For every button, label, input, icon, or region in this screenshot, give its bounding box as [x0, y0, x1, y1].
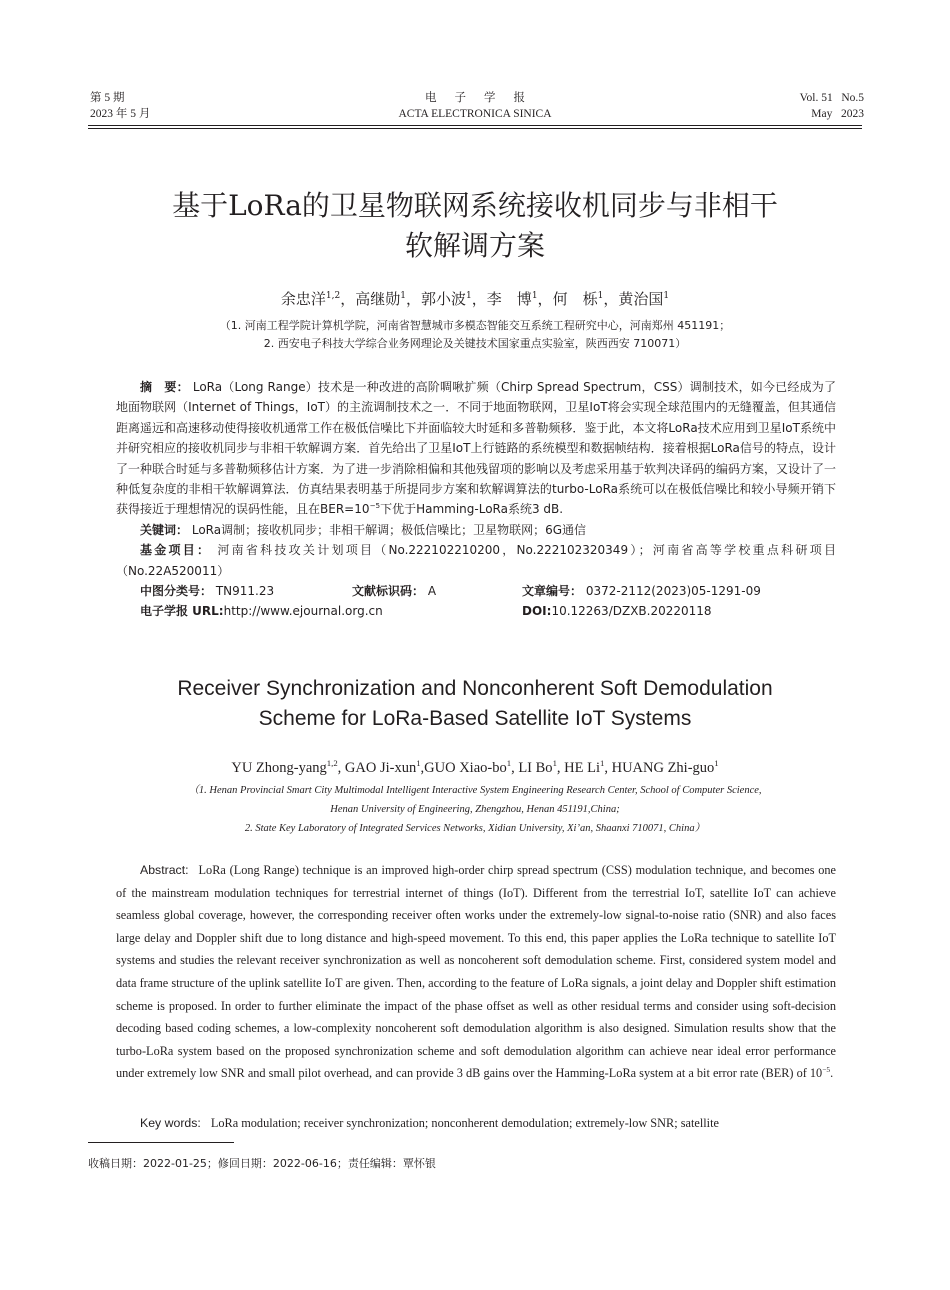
author-sup: 1 — [552, 758, 557, 769]
author-sup: 1 — [400, 291, 407, 301]
article-no-label: 文章编号： — [522, 584, 583, 599]
doi-label: DOI: — [522, 604, 552, 619]
url-label: 电子学报 URL: — [140, 604, 224, 619]
author-cn: 高继勋 — [355, 290, 401, 308]
keywords-en — [140, 1112, 840, 1134]
affiliation-en-2-text: Henan University of Engineering, Zhengzhou, Henan 451191,China; — [330, 804, 620, 815]
author-en: HE Li — [564, 760, 600, 776]
author-sup: 1,2 — [325, 291, 341, 301]
author-sup: 1,2 — [326, 758, 338, 769]
fund-label: 基金项目： — [140, 543, 212, 558]
affiliation-en-3-text: 2. State Key Laboratory of Integrated Services Networks, Xidian University, Xi’an, Shaanxi 710071, China） — [244, 823, 706, 834]
abstract-en — [116, 859, 836, 1085]
abstract-cn — [116, 377, 836, 520]
journal-cn: 电子学报 — [425, 92, 543, 104]
doc-code-label: 文献标识码： — [352, 584, 425, 599]
affiliation-en-1-text: （1. Henan Provincial Smart City Multimodal Intelligent Interactive System Engineering Research Center, School of Computer Science, — [188, 785, 762, 796]
abstract-cn-end: 下优于Hamming-LoRa系统3 dB. — [380, 502, 564, 517]
keywords-cn-label: 关键词： — [140, 522, 189, 537]
keywords-cn-text: LoRa调制；接收机同步；非相干解调；极低信噪比；卫星物联网；6G通信 — [191, 522, 587, 537]
author-sup: 1 — [416, 758, 421, 769]
abstract-en-end: . — [830, 1066, 834, 1081]
article-no-value: 0372-2112(2023)05-1291-09 — [585, 584, 761, 599]
journal-en: ACTA ELECTRONICA SINICA — [398, 108, 552, 120]
keywords-en-label: Key words: — [140, 1116, 201, 1130]
author-sup: 1 — [531, 291, 538, 301]
author-en: GUO Xiao-bo — [424, 760, 507, 776]
affiliation-en-1 — [0, 781, 950, 800]
footnote-rule — [88, 1142, 234, 1143]
date-en: May 2023 — [811, 108, 864, 120]
affiliation-en-2 — [0, 800, 950, 819]
author-sup: 1 — [466, 291, 472, 301]
clc-label: 中图分类号： — [140, 584, 213, 599]
header-rule — [88, 125, 862, 126]
author-sup: 1 — [714, 758, 719, 769]
author-sup: 1 — [506, 758, 512, 769]
doc-code-value: A — [427, 584, 437, 599]
author-sup: 1 — [597, 291, 604, 301]
abstract-cn-block — [116, 377, 836, 621]
url-value[interactable]: http://www.ejournal.org.cn — [223, 604, 383, 619]
author-cn: 余忠洋 — [280, 290, 326, 308]
paper-title-cn — [0, 186, 950, 266]
keywords-cn — [116, 520, 836, 540]
authors-en: YU Zhong-yang$^{1,2}$, GAO Ji-xun$^1$,GUO Xiao-$bo^1$, LI Bo$^1$, HE Li$^1$, HUANG Zhi-guo$^1$ — [231, 758, 719, 776]
footnote: 收稿日期：2022-01-25；修回日期：2022-06-16；责任编辑：覃怀银 — [88, 1157, 436, 1170]
date-cn: 2023 年 5 月 — [90, 108, 151, 120]
affiliations-en — [0, 781, 950, 838]
author-cn: 李 博 — [486, 290, 532, 308]
fund — [116, 540, 836, 581]
header-rule-thin — [88, 128, 862, 129]
abstract-en-text: LoRa (Long Range) technique is an improved high-order chirp spread spectrum (CSS) modulation technique, and becomes one of the mainstream modulation techniques for terrestrial internet of things (IoT). Different from the terrestrial IoT, satellite IoT can achieve seamless global coverage, however, the corresponding receiver often works under the extremely-low signal-to-noise ratio (SNR) and also faces large delay and Doppler shift due to long distance and high-speed movement. To this end, this paper applies the LoRa technique to satellite IoT systems and studies the relevant receiver synchronization as well as noncoherent soft demodulation scheme. First, considered system model and data frame structure of the uplink satellite IoT are given. Then, according to the feature of LoRa signals, a joint delay and Doppler shift estimation scheme is proposed. In order to further eliminate the impact of the phase offset as well as other residual terms and consider using soft-decision decoding based coding schemes, a low-complexity noncoherent soft demodulation algorithm is also designed. Simulation results show that the turbo-LoRa system based on the proposed synchronization scheme and soft demodulation algorithm can achieve near ideal error performance under extremely low SNR and small pilot overhead, and can provide 3 dB gains over the Hamming-LoRa system at a bit error rate (BER) of 10 — [116, 863, 836, 1081]
volume: Vol. 51 No.5 — [799, 92, 864, 104]
abstract-cn-text: LoRa（Long Range）技术是一种改进的高阶啁啾扩频（Chirp Spread Spectrum，CSS）调制技术，如今已经成为了地面物联网（Internet of Things，IoT）的主流调制技术之一．不同于地面物联网，卫星IoT将会实现全球范围内的无缝覆盖，但其通信距离遥远和高速移动使得接收机通常工作在极低信噪比下并面临较大时延和多普勒频移．鉴于此，本文将LoRa技术应用到卫星IoT系统中并研究相应的接收机同步与非相干软解调方案．首先给出了卫星IoT上行链路的系统模型和数据帧结构．接着根据LoRa信号的特点，设计了一种联合时延与多普勒频移估计方案．为了进一步消除相偏和其他残留项的影响以及考虑采用基于软判决译码的编码方案，又设计了一种低复杂度的非相干软解调算法．仿真结果表明基于所提同步方案和软解调算法的turbo-LoRa系统可以在极低信噪比和较小导频开销下获得接近于理想情况的误码性能，且在BER=10 — [116, 380, 837, 517]
abstract-cn-label: 摘 要： — [140, 380, 189, 394]
author-en: GAO Ji-xun — [344, 760, 417, 776]
author-cn: 何 栎 — [552, 290, 598, 308]
author-sup: 1 — [600, 758, 605, 769]
abstract-en-label: Abstract: — [140, 863, 189, 877]
author-sup: 1 — [663, 291, 670, 301]
author-en: YU Zhong-yang — [231, 760, 327, 776]
affiliation-en-3 — [0, 819, 950, 838]
affiliation-cn-2: 2. 西安电子科技大学综合业务网理论及关键技术国家重点实验室，陕西西安 710071） — [263, 337, 687, 350]
header-right — [800, 90, 864, 122]
url-doi-row — [116, 601, 836, 621]
classification-row — [116, 581, 836, 601]
abstract-cn-exp: −5 — [369, 501, 381, 511]
title-en-line1: Receiver Synchronization and Nonconherent Soft Demodulation — [177, 677, 773, 700]
keywords-en-text: LoRa modulation; receiver synchronization; nonconherent demodulation; extremely-low SNR; satellite — [210, 1116, 719, 1130]
author-en: LI Bo — [518, 760, 553, 776]
author-cn: 黄治国 — [618, 290, 664, 308]
doi-value[interactable]: 10.12263/DZXB.20220118 — [551, 604, 712, 619]
author-cn: 郭小波 — [421, 290, 467, 308]
title-cn-line1: 基于LoRa的卫星物联网系统接收机同步与非相干 — [172, 189, 778, 222]
clc-value: TN911.23 — [215, 584, 275, 599]
paper-title-en — [0, 674, 950, 734]
authors-cn: 余忠洋$^{1,2}$，高继勋$^1$，郭小波$^1$，李 博$^1$，何 栎$^1$，黄治国$^1$ — [280, 290, 670, 308]
title-cn-line2: 软解调方案 — [404, 229, 545, 262]
issue-cn: 第 5 期 — [90, 92, 125, 104]
author-en: HUANG Zhi-guo — [611, 760, 715, 776]
affiliation-cn-1: （1. 河南工程学院计算机学院，河南省智慧城市多模态智能交互系统工程研究中心，河南郑州 451191； — [219, 319, 731, 332]
fund-text: 河南省科技攻关计划项目（No.222102210200，No.222102320349）；河南省高等学校重点科研项目（No.22A520011） — [116, 543, 836, 578]
title-en-line2: Scheme for LoRa-Based Satellite IoT Systems — [258, 707, 692, 730]
abstract-en-exp: −5 — [822, 1065, 831, 1075]
affiliations-cn — [0, 317, 950, 353]
